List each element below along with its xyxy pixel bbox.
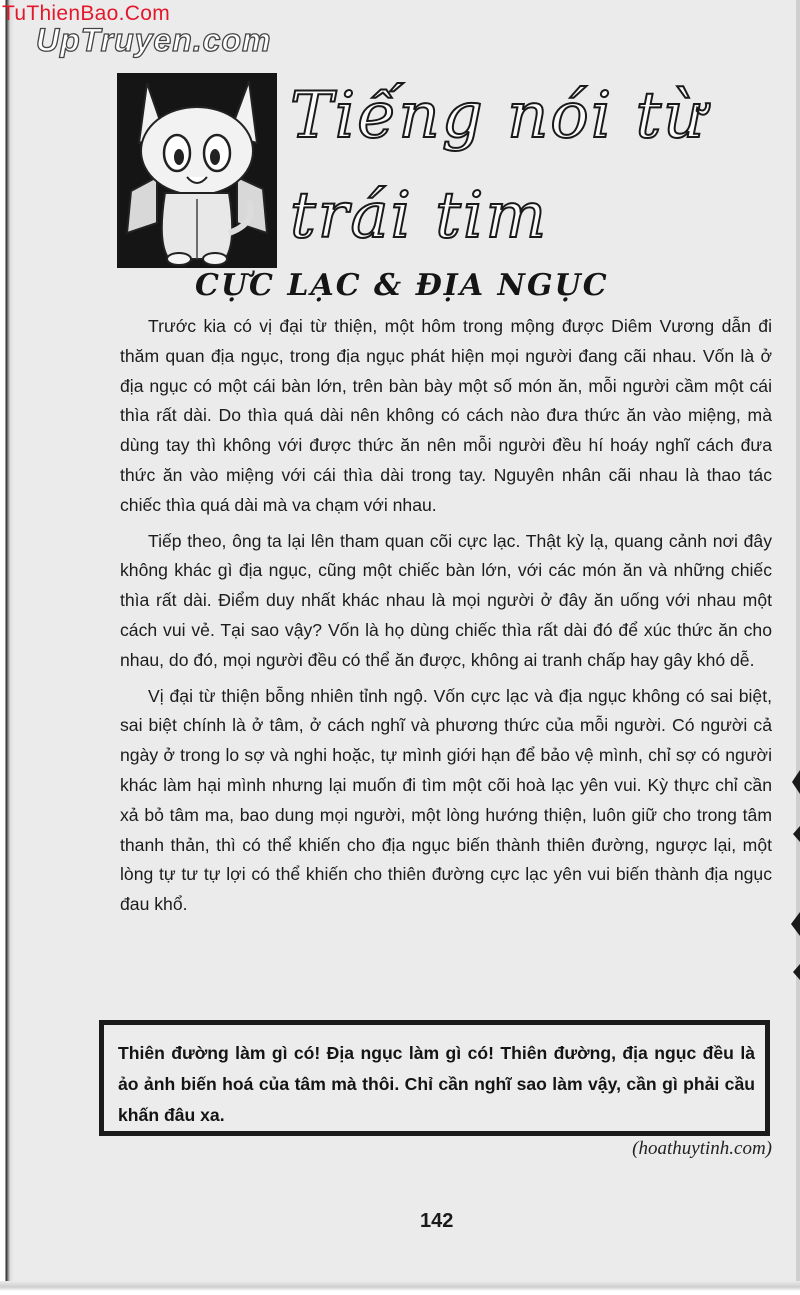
- paragraph-1: Trước kia có vị đại từ thiện, một hôm trong mộng được Diêm Vương dẫn đi thăm quan địa ngục, trong địa ngục phát hiện mọi người đang cãi nhau. Vốn là ở địa ngục có một cái bàn lớn, trên bàn bày một số món ăn, mỗi người cầm một cái thìa rất dài. Do thìa quá dài nên không có cách nào đưa thức ăn vào miệng, mà dùng tay thì không với được thức ăn nên mỗi người đều hí hoáy nghĩ cách đưa thức ăn vào miệng với cái thìa dài trong tay. Nguyên nhân cãi nhau là thao tác chiếc thìa quá dài mà va chạm với nhau.: [120, 316, 772, 515]
- page-bottom-edge: [0, 1281, 800, 1295]
- paragraph-3: Vị đại từ thiện bỗng nhiên tỉnh ngộ. Vốn cực lạc và địa ngục không có sai biệt, sai biệt chính là ở tâm, ở cách nghĩ và phương thức của mỗi người. Có người cả ngày ở trong lo sợ và nghi hoặc, tự mình giới hạn để bảo vệ mình, chỉ sợ có người khác làm hại mình nhưng lại muốn đi tìm một cõi hoà lạc yên vui. Kỳ thực chỉ cần xả bỏ tâm ma, bao dung mọi người, một lòng hướng thiện, luôn giữ cho trong tâm thanh thản, thì có thể khiến cho địa ngục biến thành thiên đường, ngược lại, một lòng tự tư tự lợi có thể khiến cho thiên đường cực lạc yên vui biến thành địa ngục đau khổ.: [120, 685, 772, 915]
- page-binding-edge: [788, 0, 800, 1295]
- paragraph-2: Tiếp theo, ông ta lại lên tham quan cõi cực lạc. Thật kỳ lạ, quang cảnh nơi đây không khác gì địa ngục, cũng một chiếc bàn lớn, với các món ăn và những chiếc thìa rất dài. Điểm duy nhất khác nhau là mọi người ở đây ăn uống với nhau một cách vui vẻ. Tại sao vậy? Vốn là họ dùng chiếc thìa rất dài đó để xúc thức ăn cho nhau, do đó, mọi người đều có thể ăn được, không ai tranh chấp hay gây khó dễ.: [120, 530, 772, 670]
- page-left-edge: [0, 0, 14, 1295]
- cat-illustration: [117, 73, 277, 268]
- page-number: 142: [420, 1210, 454, 1232]
- source-credit: (hoathuytinh.com): [632, 1138, 772, 1159]
- article-body: [120, 312, 772, 926]
- article-subtitle: CỰC LẠC & ĐỊA NGỤC: [195, 268, 609, 303]
- article-title: Tiếng nói từ trái tim: [290, 79, 707, 253]
- callout-box: Thiên đường làm gì có! Địa ngục làm gì có! Thiên đường, địa ngục đều là ảo ảnh biến hoá của tâm mà thôi. Chỉ cần nghĩ sao làm vậy, cần gì phải cầu khấn đâu xa.: [99, 1020, 770, 1136]
- watermark-brand-logo: UpTruyen.com: [36, 22, 272, 58]
- cat-drawing: [117, 73, 277, 268]
- watermark-site-name: TuThienBao.Com: [2, 2, 170, 25]
